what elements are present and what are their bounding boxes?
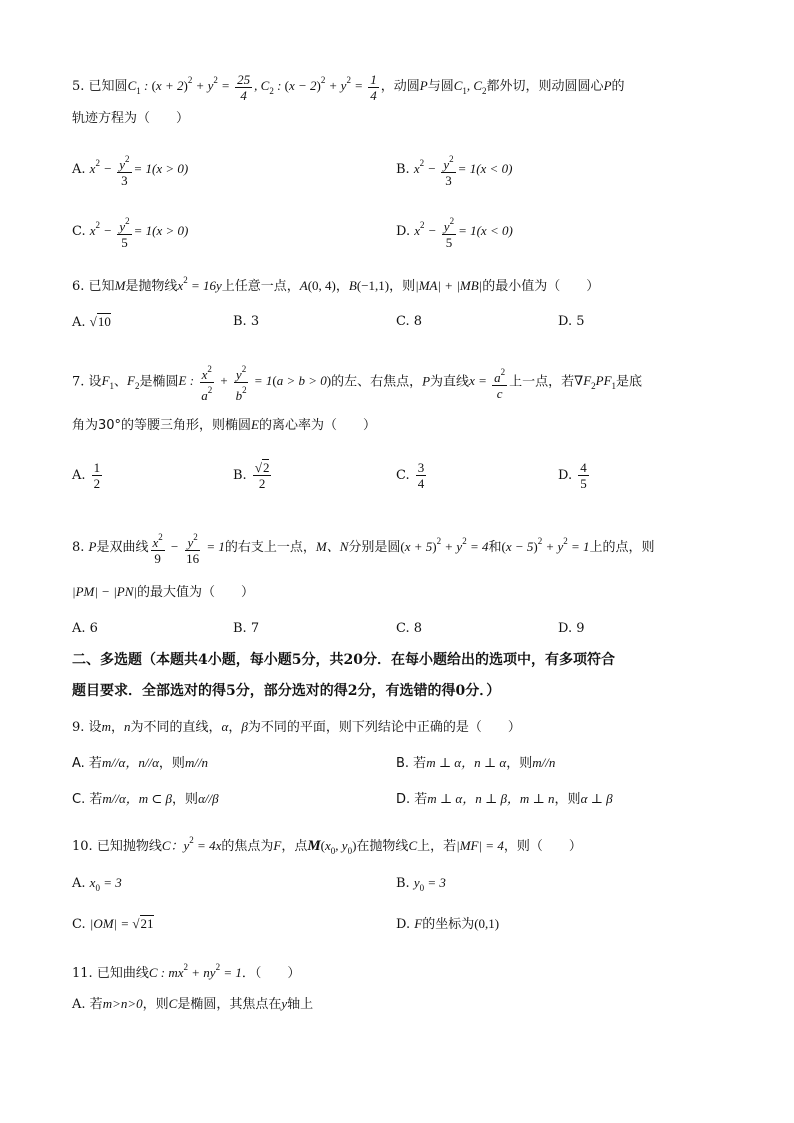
q5-text-5: 的: [611, 79, 625, 94]
q8-option-c: C. 8: [396, 621, 423, 636]
q5-option-d: D. $x^2$ − $\frac{y^2}{5}$ = 1(x < 0): [396, 216, 513, 250]
section2-heading-line2: 题目要求．全部选对的得5分，部分选对的得2分，有选错的得0分．）: [72, 683, 501, 699]
q8-line2: |PM| − |PN|的最大值为（ ）: [72, 584, 254, 600]
q5-line1: 5. 已知圆$C_1$ : $(x + 2)^2 + y^2$ = $\frac{25}{4}$ , $C_2$ : $(x - 2)^2 + y^2$ = $\frac{1}{4}$ ，动圆P与圆$C_1$, $C_2$都外切，则动圆圆心P的: [72, 71, 625, 103]
q11-line1: 11. 已知曲线C : $mx^2 + ny^2 = 1$．（ ）: [72, 962, 301, 981]
q5-text-1: 已知圆: [88, 79, 128, 94]
q6-option-a: A. √10: [72, 314, 111, 330]
q10-option-b: B. $y_0 = 3$: [396, 875, 446, 893]
q8-option-d: D. 9: [558, 621, 585, 636]
q8-option-a: A. 6: [72, 621, 98, 636]
q6-option-c: C. 8: [396, 314, 423, 329]
q10-line1: 10. 已知抛物线C：$y^2 = 4x$的焦点为F，点$M(x_0$, $y_0$)在抛物线C上，若|MF| = 4，则（ ）: [72, 835, 582, 856]
section2-heading-line1: 二、多选题（本题共4小题，每小题5分，共20分．在每小题给出的选项中，有多项符合: [72, 652, 615, 668]
q5-text-2: ，动圆: [380, 79, 420, 94]
q5-number: 5.: [72, 79, 85, 94]
q10-option-c: C. |OM| = √21: [72, 916, 154, 932]
q8-option-b: B. 7: [233, 621, 260, 636]
q5-option-b: B. $x^2$ − $\frac{y^2}{3}$ = 1(x < 0): [396, 154, 513, 188]
q6-option-b: B. 3: [233, 314, 260, 329]
q7-line1: 7. 设$F_1$、$F_2$是椭圆E : $\frac{x^2}{a^2}$ + $\frac{y^2}{b^2}$ = 1(a > b > 0)的左、右焦点，P为直线x = $\frac{a^2}{c}$ 上一点，若$\nabla F_2PF_1$是底: [72, 364, 643, 403]
q5-circle-c1: $C_1$ : $(x + 2)^2 + y^2$ = $\frac{25}{4}$ , $C_2$ : $(x - 2)^2 + y^2$ = $\frac{1}{4}$: [127, 71, 377, 103]
q9-option-d: D. 若m ⊥ α，n ⊥ β，m ⊥ n，则α ⊥ β: [396, 791, 613, 807]
q7-option-b: B. $\frac{√2}{2}$: [233, 460, 270, 491]
q10-option-d: D. F的坐标为(0,1): [396, 916, 500, 932]
q9-line1: 9. 设m，n为不同的直线，α，β为不同的平面，则下列结论中正确的是（ ）: [72, 719, 521, 735]
q5-text-4: 都外切，则动圆圆心: [486, 79, 604, 94]
q5-line2: 轨迹方程为（ ）: [72, 111, 190, 126]
q7-option-d: D. $\frac{4}{5}$: [558, 460, 587, 491]
q10-option-a: A. $x_0 = 3$: [72, 875, 122, 893]
q8-line1: 8. P是双曲线 $\frac{x^2}{9}$ − $\frac{y^2}{16}$ = 1的右支上一点，M、N分别是圆$(x + 5)^2 + y^2 = 4$和$(x - 5)^2 + y^2 = 1$上的点，则: [72, 532, 655, 566]
q7-line2: 角为30°的等腰三角形，则椭圆E的离心率为（ ）: [72, 417, 377, 433]
q11-option-a: A. 若m>n>0，则C是椭圆，其焦点在y轴上: [72, 996, 314, 1012]
q9-option-a: A. 若m//α，n//α，则m//n: [72, 755, 209, 771]
q6-line1: 6. 已知M是抛物线$x^2 = 16y$上任意一点，A(0, 4)，B(−1,1)，则|MA| + |MB|的最小值为（ ）: [72, 275, 600, 294]
q9-option-c: C. 若m//α，m ⊂ β，则α//β: [72, 791, 219, 807]
q5-option-a: A. $x^2$ − $\frac{y^2}{3}$ = 1(x > 0): [72, 154, 189, 188]
q7-option-a: A. $\frac{1}{2}$: [72, 460, 101, 491]
q5-text-3: 与圆: [427, 79, 454, 94]
q5-option-c: C. $x^2$ − $\frac{y^2}{5}$ = 1(x > 0): [72, 216, 189, 250]
q6-option-d: D. 5: [558, 314, 585, 329]
q9-option-b: B. 若m ⊥ α，n ⊥ α，则m//n: [396, 755, 556, 771]
q7-option-c: C. $\frac{3}{4}$: [396, 460, 425, 491]
